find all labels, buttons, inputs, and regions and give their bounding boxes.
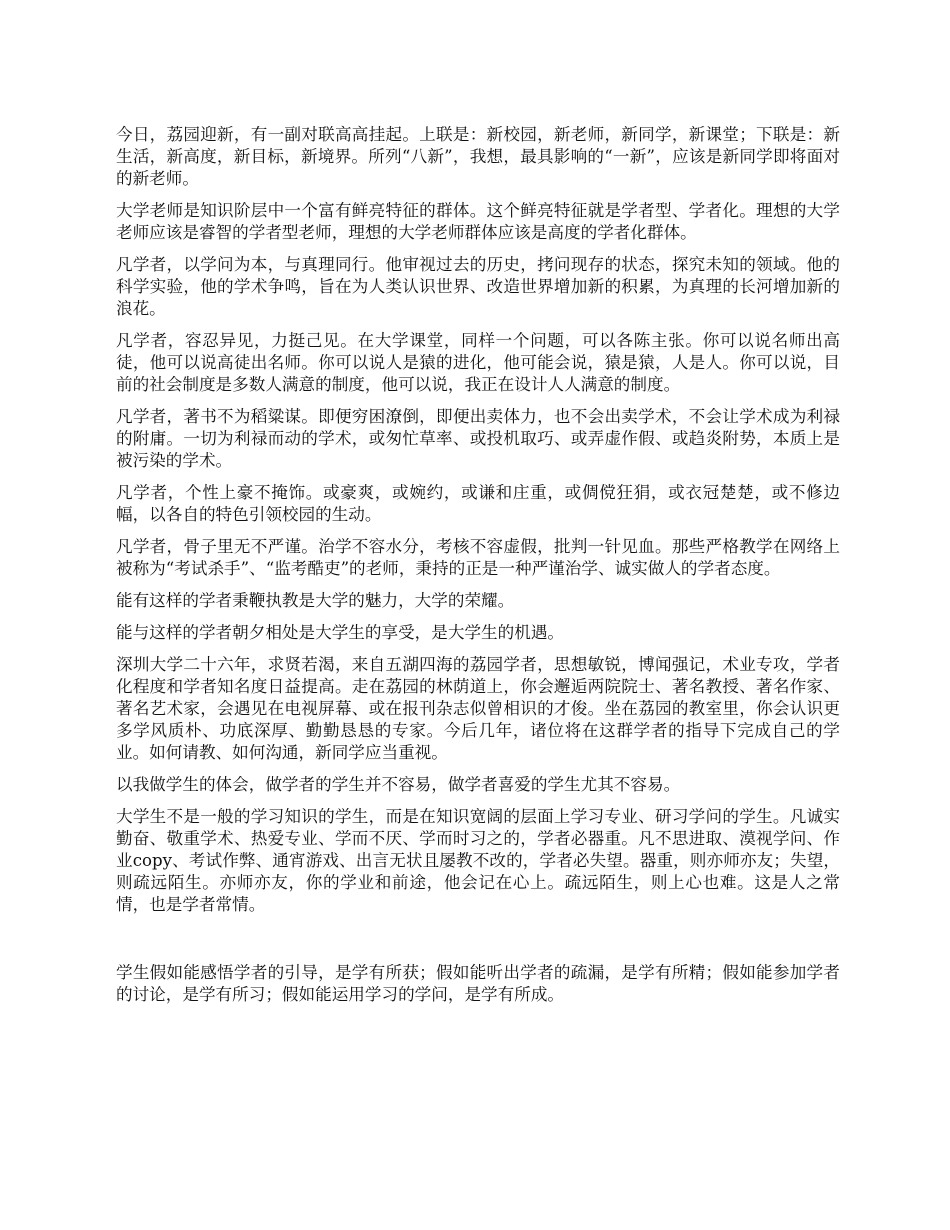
document-body [116,124,840,1016]
paragraph-12: 大学生不是一般的学习知识的学生，而是在知识宽阔的层面上学习专业、研习学问的学生。凡诚实勤奋、敬重学术、热爱专业、学而不厌、学而时习之的，学者必器重。凡不思进取、漠视学问、作业copy、考试作弊、通宵游戏、出言无状且屡教不改的，学者必失望。器重，则亦师亦友；失望，则疏远陌生。亦师亦友，你的学业和前途，他会记在心上。疏远陌生，则上心也难。这是人之常情，也是学者常情。 [116,807,840,914]
paragraph-9: 能与这样的学者朝夕相处是大学生的享受，是大学生的机遇。 [116,623,565,642]
paragraph-8: 能有这样的学者秉鞭执教是大学的魅力，大学的荣耀。 [116,591,515,610]
paragraph-2: 大学老师是知识阶层中一个富有鲜亮特征的群体。这个鲜亮特征就是学者型、学者化。理想的大学老师应该是睿智的学者型老师，理想的大学老师群体应该是高度的学者化群体。 [116,201,840,242]
paragraph-10: 深圳大学二十六年，求贤若渴，来自五湖四海的荔园学者，思想敏锐，博闻强记，术业专攻，学者化程度和学者知名度日益提高。走在荔园的林荫道上，你会邂逅两院院士、著名教授、著名作家、著名艺术家，会遇见在电视屏幕、或在报刊杂志似曾相识的才俊。坐在荔园的教室里，你会认识更多学风质朴、功底深厚、勤勤恳恳的专家。今后几年，诸位将在这群学者的指导下完成自己的学业。如何请教、如何沟通，新同学应当重视。 [116,655,840,762]
paragraph-4: 凡学者，容忍异见，力挺己见。在大学课堂，同样一个问题，可以各陈主张。你可以说名师出高徒，他可以说高徒出名师。你可以说人是猿的进化，他可能会说，猿是猿，人是人。你可以说，目前的社会制度是多数人满意的制度，他可以说，我正在设计人人满意的制度。 [116,331,840,394]
blank-gap [116,926,840,962]
paragraph-13: 学生假如能感悟学者的引导，是学有所获；假如能听出学者的疏漏，是学有所精；假如能参加学者的讨论，是学有所习；假如能运用学习的学问，是学有所成。 [116,963,840,1004]
paragraph-3: 凡学者，以学问为本，与真理同行。他审视过去的历史，拷问现存的状态，探究未知的领域。他的科学实验，他的学术争鸣，旨在为人类认识世界、改造世界增加新的积累，为真理的长河增加新的浪花。 [116,255,840,318]
paragraph-1: 今日，荔园迎新，有一副对联高高挂起。上联是：新校园，新老师，新同学，新课堂；下联是：新生活，新高度，新目标，新境界。所列“八新”，我想，最具影响的“一新”，应该是新同学即将面对的新老师。 [116,125,840,188]
paragraph-11: 以我做学生的体会，做学者的学生并不容易，做学者喜爱的学生尤其不容易。 [116,775,681,794]
paragraph-6: 凡学者，个性上豪不掩饰。或豪爽，或婉约，或谦和庄重，或倜傥狂狷，或衣冠楚楚，或不修边幅，以各自的特色引领校园的生动。 [116,483,840,524]
paragraph-5: 凡学者，著书不为稻粱谋。即便穷困潦倒，即便出卖体力，也不会出卖学术，不会让学术成为利禄的附庸。一切为利禄而动的学术，或匆忙草率、或投机取巧、或弄虚作假、或趋炎附势，本质上是被污染的学术。 [116,407,840,470]
paragraph-7: 凡学者，骨子里无不严谨。治学不容水分，考核不容虚假，批判一针见血。那些严格教学在网络上被称为“考试杀手”、“监考酷吏”的老师，秉持的正是一种严谨治学、诚实做人的学者态度。 [116,537,840,578]
